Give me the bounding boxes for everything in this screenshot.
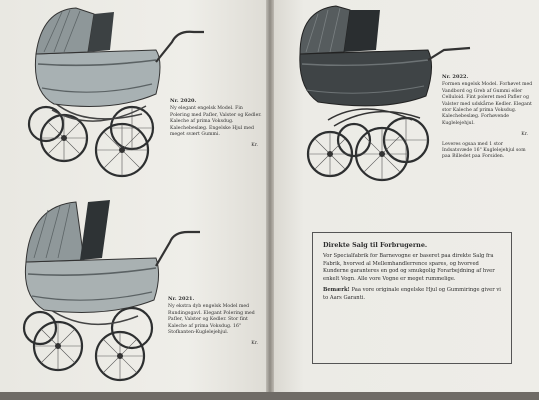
item-2022-model: Nr. 2022. bbox=[442, 74, 469, 80]
item-2022-text bbox=[442, 74, 534, 161]
item-2020-model: Nr. 2020. bbox=[170, 98, 197, 104]
item-2022-extra: Leveres ogsaa med 1 stor Indsatsvæde 16" Kuglelejehjul som paa Billedet paa Forsiden. bbox=[442, 141, 526, 160]
item-2021-model: Nr. 2021. bbox=[168, 296, 195, 302]
item-2022-description: Formen engelsk Model. Forhøvet med Vandbord og Greb af Gummi eller Celluloid. Fint poleret med Pafler og Valster med udskårne Kedler. Elegant stor Kaleche af prima Voksdug. Kalechebeslæg. Forhøvende Kuglelejehjul. bbox=[442, 82, 533, 126]
note-text: Paa vore originale engelske Hjul og Gummiringe giver vi to Aars Garanti. bbox=[323, 287, 501, 301]
direct-sales-box bbox=[312, 232, 512, 364]
direct-sales-note bbox=[323, 287, 503, 302]
pram-2020-illustration bbox=[24, 2, 214, 180]
item-2020-text bbox=[170, 98, 264, 150]
item-2020-description: Ny elegant engelsk Model. Fin Polering med Pafler, Valster og Kedler. Kaleche af prima Voksdug. Kalechebeslæg. Engelske Hjul med meget svært Gummi. bbox=[170, 106, 262, 138]
table-surface bbox=[0, 392, 539, 400]
item-2022-price: Kr. bbox=[521, 132, 528, 138]
direct-sales-title: Direkte Salg til Forbrugerne. bbox=[323, 241, 428, 249]
item-2021-text bbox=[168, 296, 264, 348]
note-bold-label: Bemærk! bbox=[323, 287, 350, 294]
book-spine bbox=[266, 0, 274, 400]
direct-sales-body: Vor Specialfabrik for Barnevogne er baseret paa direkte Salg fra Fabrik, hvorved al Mellemhandlerrence spares, og hvorved Kunderne garanteres en god og smukgolig Forarbejdning af hver enkelt Vogn. Alle vore Vogne er meget rummelige. bbox=[323, 253, 495, 282]
item-2020-price: Kr. bbox=[251, 143, 258, 149]
item-2021-description: Ny ekstra dyb engelsk Model med Rundingsgavl. Elegant Polering med Pafler, Valster og Kedler. Stor fint Kaleche af prima Voksdug. 16" Stofkanten-Kuglelejehjul. bbox=[168, 304, 255, 336]
item-2021-price: Kr. bbox=[251, 341, 258, 347]
pram-2021-illustration bbox=[18, 196, 208, 382]
